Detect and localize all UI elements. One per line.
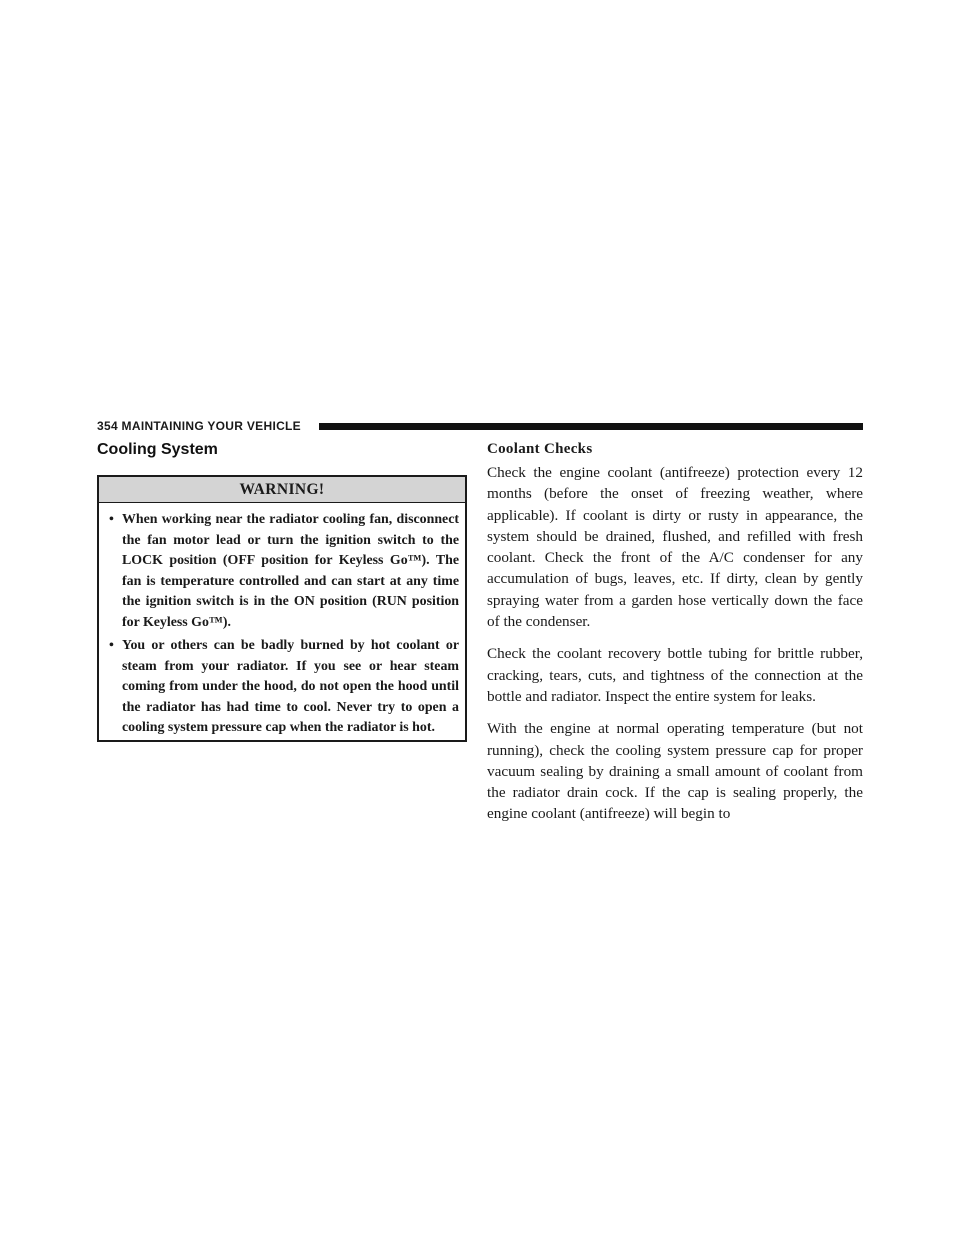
coolant-checks-heading: Coolant Checks (487, 441, 593, 457)
body-paragraph: With the engine at normal operating temperature (but not running), check the cooling system pressure cap for proper vacuum sealing by draining a small amount of coolant from the radiator drain cock. If the cap is sealing properly, the engine coolant (antifreeze) will begin to (487, 720, 863, 823)
body-paragraph: Check the coolant recovery bottle tubing for brittle rubber, cracking, tears, cuts, and tightness of the connection at the bottle and radiator. Inspect the entire system for leaks. (487, 645, 863, 705)
bullet-icon: • (109, 512, 114, 527)
warning-box (97, 475, 467, 742)
body-paragraph: Check the engine coolant (antifreeze) protection every 12 months (before the onset of freezing weather, where applicable). If coolant is dirty or rusty in appearance, the system should be drained, flushed, and refilled with fresh coolant. Check the front of the A/C condenser for any accumulation of bugs, leaves, etc. If dirty, clean by gently spraying water from a garden hose vertically down the face of the condenser. (487, 464, 863, 631)
warning-item-text: When working near the radiator cooling fan, disconnect the fan motor lead or turn the ignition switch to the LOCK position (OFF position for Keyless Go™). The fan is temperature controlled and can start at any time the ignition switch is in the ON position (RUN position for Keyless Go™). (122, 512, 459, 630)
warning-list (99, 503, 465, 739)
page-number-chapter: 354 MAINTAINING YOUR VEHICLE (97, 419, 301, 433)
warning-item-text: You or others can be badly burned by hot coolant or steam from your radiator. If you see or hear steam coming from under the hood, do not open the hood until the radiator has had time to cool. Never try to open a cooling system pressure cap when the radiator is hot. (122, 638, 459, 735)
warning-item (105, 636, 459, 739)
bullet-icon: • (109, 638, 114, 653)
page-header (97, 418, 863, 436)
section-title: Cooling System (97, 441, 218, 458)
warning-heading: WARNING! (99, 477, 465, 503)
warning-item (105, 510, 459, 633)
header-rule (319, 423, 863, 430)
coolant-checks-body (487, 462, 863, 836)
